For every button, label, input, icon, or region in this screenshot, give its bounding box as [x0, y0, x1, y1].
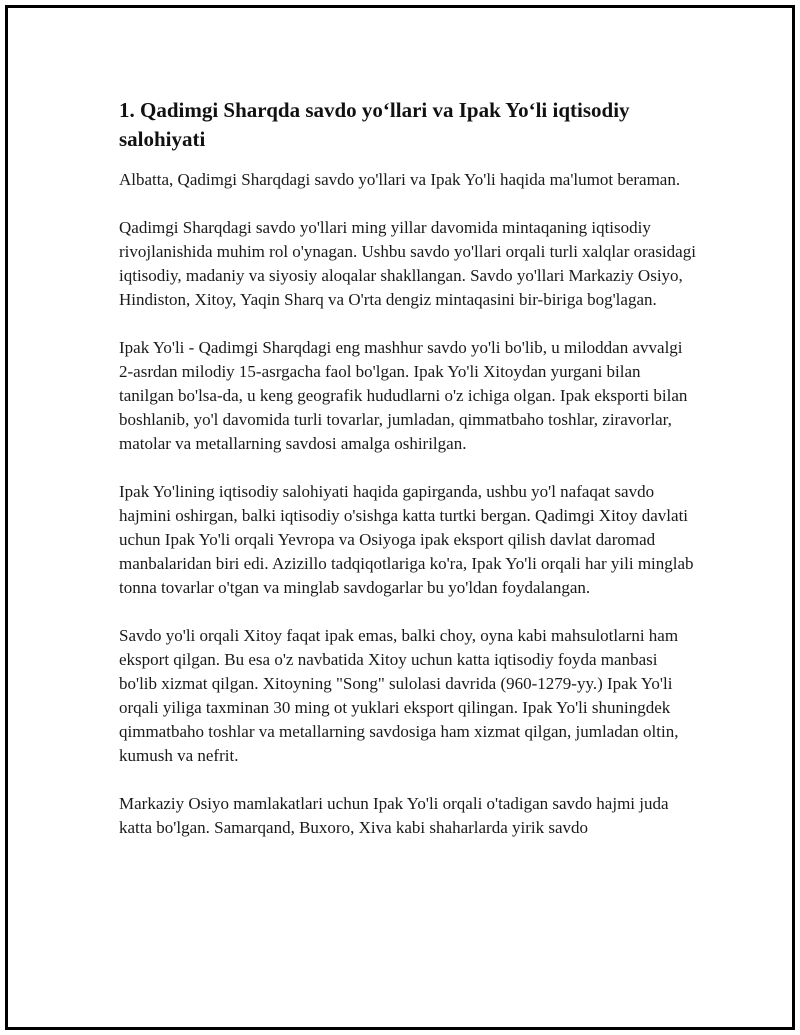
paragraph-trade-routes: Qadimgi Sharqdagi savdo yo'llari ming yillar davomida mintaqaning iqtisodiy rivojlanishida muhim rol o'ynagan. Ushbu savdo yo'llari orqali turli xalqlar orasidagi iqtisodiy, madaniy va siyosiy aloqalar shakllangan. Savdo yo'llari Markaziy Osiyo, Hindiston, Xitoy, Yaqin Sharq va O'rta dengiz mintaqasini bir-biriga bog'lagan. [119, 218, 696, 309]
paragraph-intro: Albatta, Qadimgi Sharqdagi savdo yo'llari va Ipak Yo'li haqida ma'lumot beraman. [119, 170, 681, 189]
section-heading: 1. Qadimgi Sharqda savdo yo‘llari va Ipak Yo‘li iqtisodiy salohiyati [119, 98, 630, 151]
document-body [119, 96, 699, 864]
paragraph-china-exports: Savdo yo'li orqali Xitoy faqat ipak emas, balki choy, oyna kabi mahsulotlarni ham eksport qilgan. Bu esa o'z navbatida Xitoy uchun katta iqtisodiy foyda manbasi bo'lib xizmat qilgan. Xitoyning "Song" sulolasi davrida (960-1279-yy.) Ipak Yo'li orqali yiliga taxminan 30 ming ot yuklari eksport qilingan. Ipak Yo'li shuningdek qimmatbaho toshlar va metallarning savdosiga ham xizmat qilgan, jumladan oltin, kumush va nefrit. [119, 626, 679, 765]
paragraph-central-asia: Markaziy Osiyo mamlakatlari uchun Ipak Yo'li orqali o'tadigan savdo hajmi juda katta bo'lgan. Samarqand, Buxoro, Xiva kabi shaharlarda yirik savdo [119, 794, 669, 837]
paragraph-economic-potential: Ipak Yo'lining iqtisodiy salohiyati haqida gapirganda, ushbu yo'l nafaqat savdo hajmini oshirgan, balki iqtisodiy o'sishga katta turtki bergan. Qadimgi Xitoy davlati uchun Ipak Yo'li orqali Yevropa va Osiyoga ipak eksport qilish davlat daromad manbalaridan biri edi. Azizillo tadqiqotlariga ko'ra, Ipak Yo'li orqali har yili minglab tonna tovarlar o'tgan va minglab savdogarlar bu yo'ldan foydalangan. [119, 482, 694, 597]
paragraph-silk-road: Ipak Yo'li - Qadimgi Sharqdagi eng mashhur savdo yo'li bo'lib, u miloddan avvalgi 2-asrdan milodiy 15-asrgacha faol bo'lgan. Ipak Yo'li Xitoydan yurgani bilan tanilgan bo'lsa-da, u keng geografik hududlarni o'z ichiga olgan. Ipak eksporti bilan boshlanib, yo'l davomida turli tovarlar, jumladan, qimmatbaho toshlar, ziravorlar, matolar va metallarning savdosi amalga oshirilgan. [119, 338, 688, 453]
document-page [5, 5, 795, 1030]
